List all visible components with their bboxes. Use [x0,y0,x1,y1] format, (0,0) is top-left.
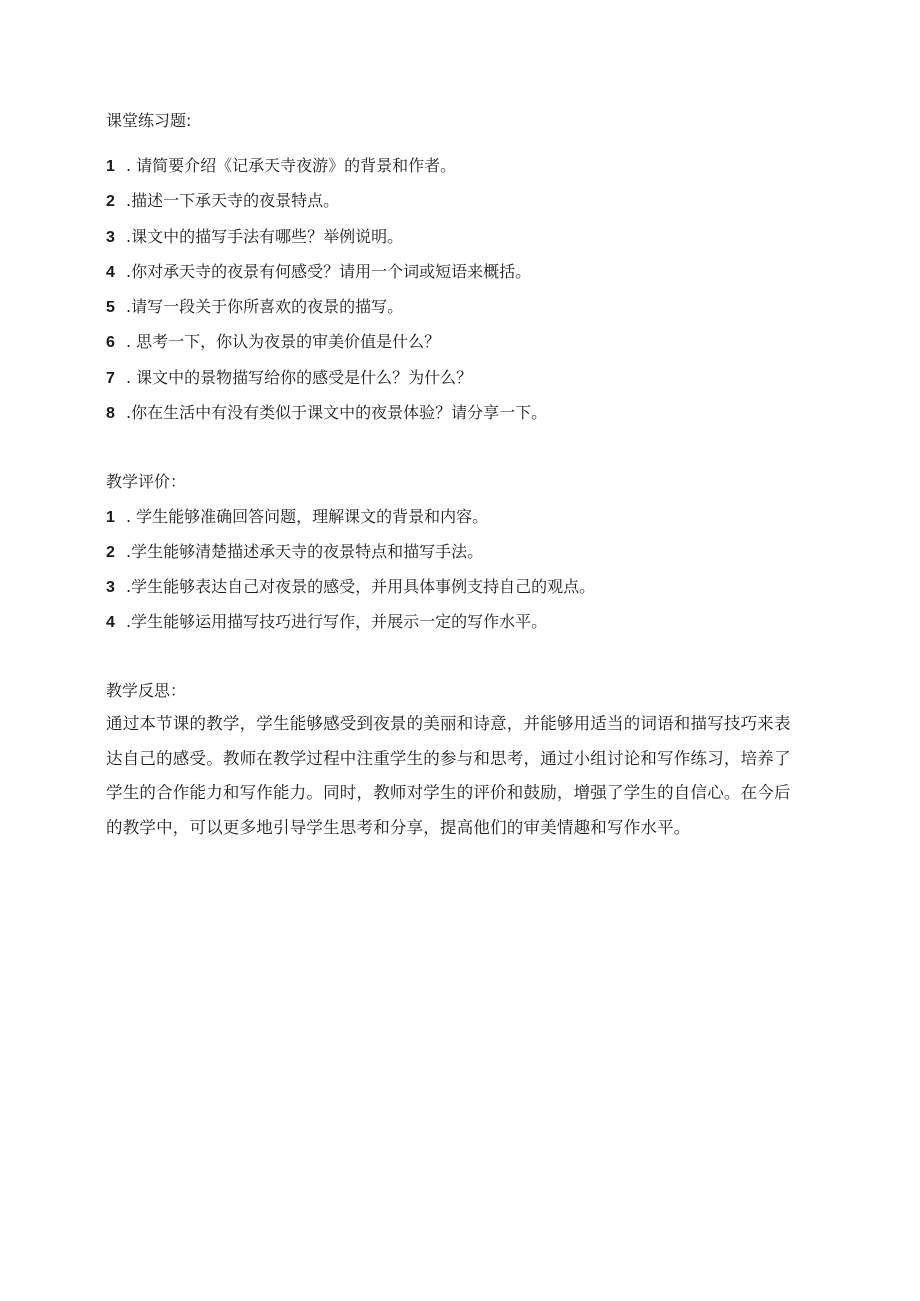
exercise-number: 4 [106,264,115,281]
evaluation-number: 4 [106,614,115,631]
exercises-heading: 课堂练习题: [106,111,192,130]
exercise-text: .你对承天寺的夜景有何感受？请用一个词或短语来概括。 [126,262,532,281]
exercise-text: . 课文中的景物描写给你的感受是什么？为什么？ [126,368,473,387]
exercise-item [106,402,547,424]
exercise-item [106,261,531,283]
exercise-text: .你在生活中有没有类似于课文中的夜景体验？请分享一下。 [126,403,548,422]
exercise-text: .课文中的描写手法有哪些？举例说明。 [126,227,404,246]
evaluation-number: 3 [106,579,115,596]
evaluation-text: .学生能够表达自己对夜景的感受，并用具体事例支持自己的观点。 [126,577,596,596]
exercise-item [106,190,339,212]
exercise-item [106,367,472,389]
reflection-heading: 教学反思： [106,681,187,700]
exercise-number: 2 [106,193,115,210]
exercise-number: 3 [106,229,115,246]
exercise-text: . 思考一下，你认为夜景的审美价值是什么？ [126,332,441,351]
exercise-item [106,155,456,177]
exercise-number: 5 [106,299,115,316]
exercise-item [106,296,403,318]
evaluation-item [106,611,547,633]
exercise-text: .描述一下承天寺的夜景特点。 [126,191,340,210]
evaluation-heading: 教学评价： [106,472,187,491]
evaluation-text: .学生能够清楚描述承天寺的夜景特点和描写手法。 [126,542,484,561]
evaluation-text: .学生能够运用描写技巧进行写作，并展示一定的写作水平。 [126,612,548,631]
exercise-number: 1 [106,158,115,175]
exercise-text: . 请简要介绍《记承天寺夜游》的背景和作者。 [126,156,457,175]
evaluation-item [106,506,488,528]
exercise-number: 6 [106,334,115,351]
evaluation-item [106,541,483,563]
evaluation-number: 2 [106,544,115,561]
evaluation-number: 1 [106,509,115,526]
evaluation-text: . 学生能够准确回答问题，理解课文的背景和内容。 [126,507,489,526]
exercise-number: 8 [106,405,115,422]
exercise-number: 7 [106,370,115,387]
exercise-item [106,331,440,353]
reflection-paragraph: 通过本节课的教学，学生能够感受到夜景的美丽和诗意，并能够用适当的词语和描写技巧来表达自己的感受。教师在教学过程中注重学生的参与和思考，通过小组讨论和写作练习，培养了学生的合作能力和写作能力。同时，教师对学生的评价和鼓励，增强了学生的自信心。在今后的教学中，可以更多地引导学生思考和分享，提高他们的审美情趣和写作水平。 [106,714,791,837]
evaluation-item [106,576,595,598]
exercise-text: .请写一段关于你所喜欢的夜景的描写。 [126,297,404,316]
exercise-item [106,226,403,248]
